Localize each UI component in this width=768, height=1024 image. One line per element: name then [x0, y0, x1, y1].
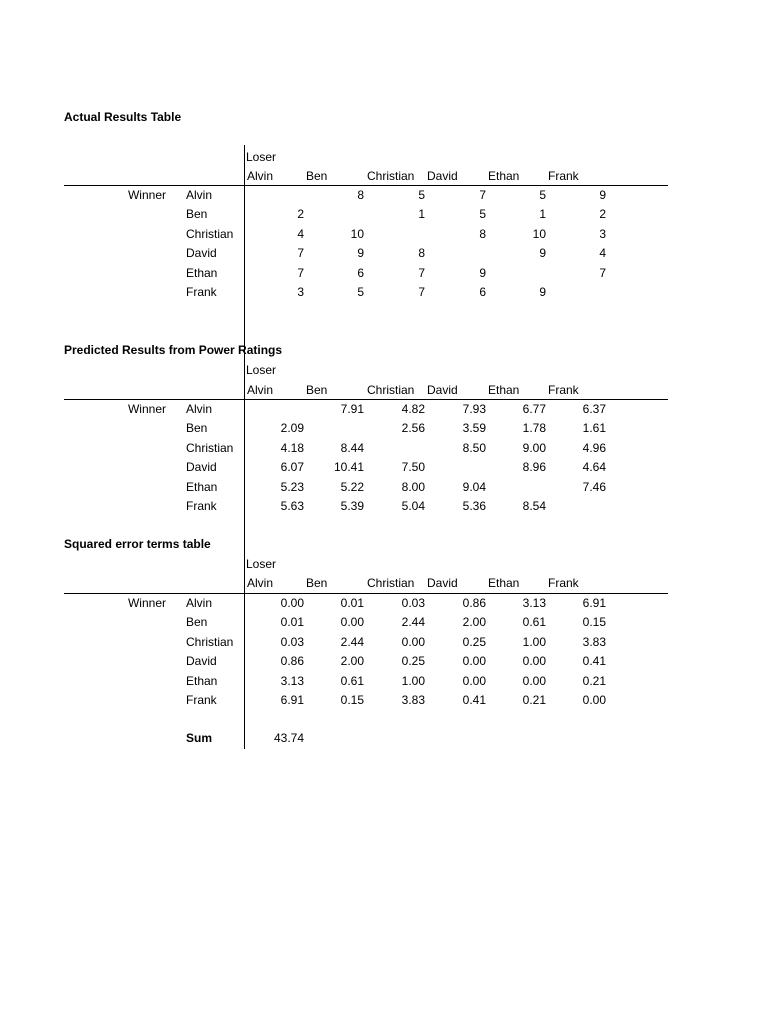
row-header-player: David: [186, 654, 217, 669]
table-cell: 5: [479, 207, 486, 222]
table-cell: 5: [357, 285, 364, 299]
table-cell: 1: [539, 207, 546, 222]
loser-label: Loser: [246, 557, 277, 571]
table-cell: 2: [297, 207, 304, 222]
table-title: Actual Results Table: [64, 110, 182, 124]
table-cell: 2.44: [401, 615, 425, 630]
table-title: Predicted Results from Power Ratings: [64, 343, 283, 357]
table-cell: 7: [297, 246, 304, 261]
table-cell: 7: [297, 265, 304, 280]
row-header-player: Ben: [186, 207, 208, 222]
table-cell: 0.00: [522, 673, 546, 688]
row-header-player: David: [186, 246, 217, 261]
header-rule: [64, 399, 668, 400]
table-cell: 8.00: [401, 479, 425, 494]
table-cell: 4.96: [582, 440, 606, 455]
row-header-player: Ethan: [186, 673, 218, 688]
table-cell: 8.54: [522, 499, 546, 513]
table-cell: 2.44: [340, 634, 364, 649]
table-cell: 5.36: [462, 499, 486, 513]
table-cell: 6: [479, 285, 486, 299]
table-cell: 6.37: [582, 402, 606, 416]
column-header-player: Ethan: [488, 169, 520, 183]
row-header-player: Alvin: [186, 596, 213, 610]
table-cell: 3.83: [401, 693, 425, 707]
table-cell: 5.22: [340, 479, 364, 494]
table-cell: 7.91: [340, 402, 364, 416]
loser-label: Loser: [246, 150, 277, 164]
column-header-player: Ethan: [488, 383, 520, 397]
table-cell: 10: [350, 226, 364, 241]
row-header-player: Christian: [186, 440, 234, 455]
table-cell: 9: [539, 246, 546, 261]
table-cell: 0.61: [340, 673, 364, 688]
table-cell: 1.00: [401, 673, 425, 688]
table-cell: 7: [418, 285, 425, 299]
table-cell: 6: [357, 265, 364, 280]
row-header-player: Ethan: [186, 265, 218, 280]
column-header-player: Frank: [548, 169, 579, 183]
table-cell: 7.46: [582, 479, 606, 494]
table-cell: 5: [539, 188, 546, 202]
table-cell: 7: [418, 265, 425, 280]
table-cell: 5.63: [280, 499, 304, 513]
column-header-player: David: [427, 169, 458, 183]
table-cell: 4.18: [280, 440, 304, 455]
table-cell: 3.83: [582, 634, 606, 649]
column-divider: [244, 145, 245, 749]
table-cell: 4.82: [401, 402, 425, 416]
table-cell: 0.41: [582, 654, 606, 669]
winner-label: Winner: [127, 596, 166, 610]
column-header-player: Christian: [367, 576, 415, 590]
table-cell: 0.15: [340, 693, 364, 707]
table-cell: 9: [479, 265, 486, 280]
table-cell: 0.00: [401, 634, 425, 649]
row-header-player: Christian: [186, 634, 234, 649]
table-cell: 0.86: [280, 654, 304, 669]
table-cell: 0.41: [462, 693, 486, 707]
table-cell: 9.04: [462, 479, 486, 494]
row-header-player: Alvin: [186, 188, 213, 202]
table-cell: 5: [418, 188, 425, 202]
table-cell: 8.50: [462, 440, 486, 455]
table-cell: 7.50: [401, 460, 425, 475]
table-cell: 1.78: [522, 421, 546, 436]
table-cell: 0.00: [582, 693, 606, 707]
column-header-player: Ethan: [488, 576, 520, 590]
table-cell: 0.01: [340, 596, 364, 610]
column-header-player: Ben: [306, 383, 328, 397]
table-cell: 3.59: [462, 421, 486, 436]
table-cell: 0.01: [280, 615, 304, 630]
column-header-player: David: [427, 383, 458, 397]
table-cell: 0.25: [462, 634, 486, 649]
table-cell: 1.61: [582, 421, 606, 436]
table-cell: 7: [599, 265, 606, 280]
column-header-player: Frank: [548, 383, 579, 397]
table-cell: 8: [418, 246, 425, 261]
table-cell: 6.91: [280, 693, 304, 707]
table-cell: 0.00: [280, 596, 304, 610]
table-cell: 4: [599, 246, 606, 261]
winner-label: Winner: [127, 188, 166, 202]
table-cell: 9: [539, 285, 546, 299]
table-cell: 8: [479, 226, 486, 241]
column-header-player: Alvin: [247, 576, 274, 590]
table-cell: 3.13: [522, 596, 546, 610]
sum-value: 43.74: [273, 731, 304, 745]
table-cell: 5.23: [280, 479, 304, 494]
table-cell: 10.41: [333, 460, 364, 475]
row-header-player: Ethan: [186, 479, 218, 494]
table-title: Squared error terms table: [64, 537, 211, 551]
table-cell: 5.39: [340, 499, 364, 513]
sum-label: Sum: [186, 731, 213, 745]
table-cell: 2.56: [401, 421, 425, 436]
table-cell: 3: [599, 226, 606, 241]
table-cell: 0.21: [522, 693, 546, 707]
table-cell: 4: [297, 226, 304, 241]
table-cell: 0.00: [522, 654, 546, 669]
column-header-player: Christian: [367, 169, 415, 183]
loser-label: Loser: [246, 363, 277, 377]
row-header-player: Ben: [186, 615, 208, 630]
header-rule: [64, 185, 668, 186]
row-header-player: Ben: [186, 421, 208, 436]
table-cell: 7: [479, 188, 486, 202]
table-cell: 0.25: [401, 654, 425, 669]
row-header-player: Frank: [186, 285, 217, 299]
table-cell: 2.09: [280, 421, 304, 436]
column-header-player: Alvin: [247, 169, 274, 183]
column-header-player: Ben: [306, 576, 328, 590]
table-cell: 2.00: [340, 654, 364, 669]
row-header-player: Frank: [186, 693, 217, 707]
table-cell: 6.07: [280, 460, 304, 475]
table-cell: 8.44: [340, 440, 364, 455]
table-cell: 2: [599, 207, 606, 222]
winner-label: Winner: [127, 402, 166, 416]
table-cell: 0.00: [340, 615, 364, 630]
column-header-player: David: [427, 576, 458, 590]
column-header-player: Christian: [367, 383, 415, 397]
table-cell: 0.21: [582, 673, 606, 688]
table-cell: 0.00: [462, 654, 486, 669]
row-header-player: David: [186, 460, 217, 475]
table-cell: 1: [418, 207, 425, 222]
table-cell: 3: [297, 285, 304, 299]
header-rule: [64, 593, 668, 594]
table-cell: 0.61: [522, 615, 546, 630]
table-cell: 7.93: [462, 402, 486, 416]
table-cell: 4.64: [582, 460, 606, 475]
table-cell: 8: [357, 188, 364, 202]
column-header-player: Ben: [306, 169, 328, 183]
table-cell: 9.00: [522, 440, 546, 455]
column-header-player: Frank: [548, 576, 579, 590]
table-cell: 9: [599, 188, 606, 202]
table-cell: 9: [357, 246, 364, 261]
table-cell: 10: [532, 226, 546, 241]
table-cell: 0.03: [280, 634, 304, 649]
table-cell: 6.77: [522, 402, 546, 416]
table-cell: 0.86: [462, 596, 486, 610]
table-cell: 0.03: [401, 596, 425, 610]
table-cell: 8.96: [522, 460, 546, 475]
table-cell: 5.04: [401, 499, 425, 513]
table-cell: 2.00: [462, 615, 486, 630]
table-cell: 0.00: [462, 673, 486, 688]
table-cell: 6.91: [582, 596, 606, 610]
table-cell: 0.15: [582, 615, 606, 630]
column-header-player: Alvin: [247, 383, 274, 397]
table-cell: 3.13: [280, 673, 304, 688]
row-header-player: Christian: [186, 226, 234, 241]
row-header-player: Frank: [186, 499, 217, 513]
row-header-player: Alvin: [186, 402, 213, 416]
table-cell: 1.00: [522, 634, 546, 649]
